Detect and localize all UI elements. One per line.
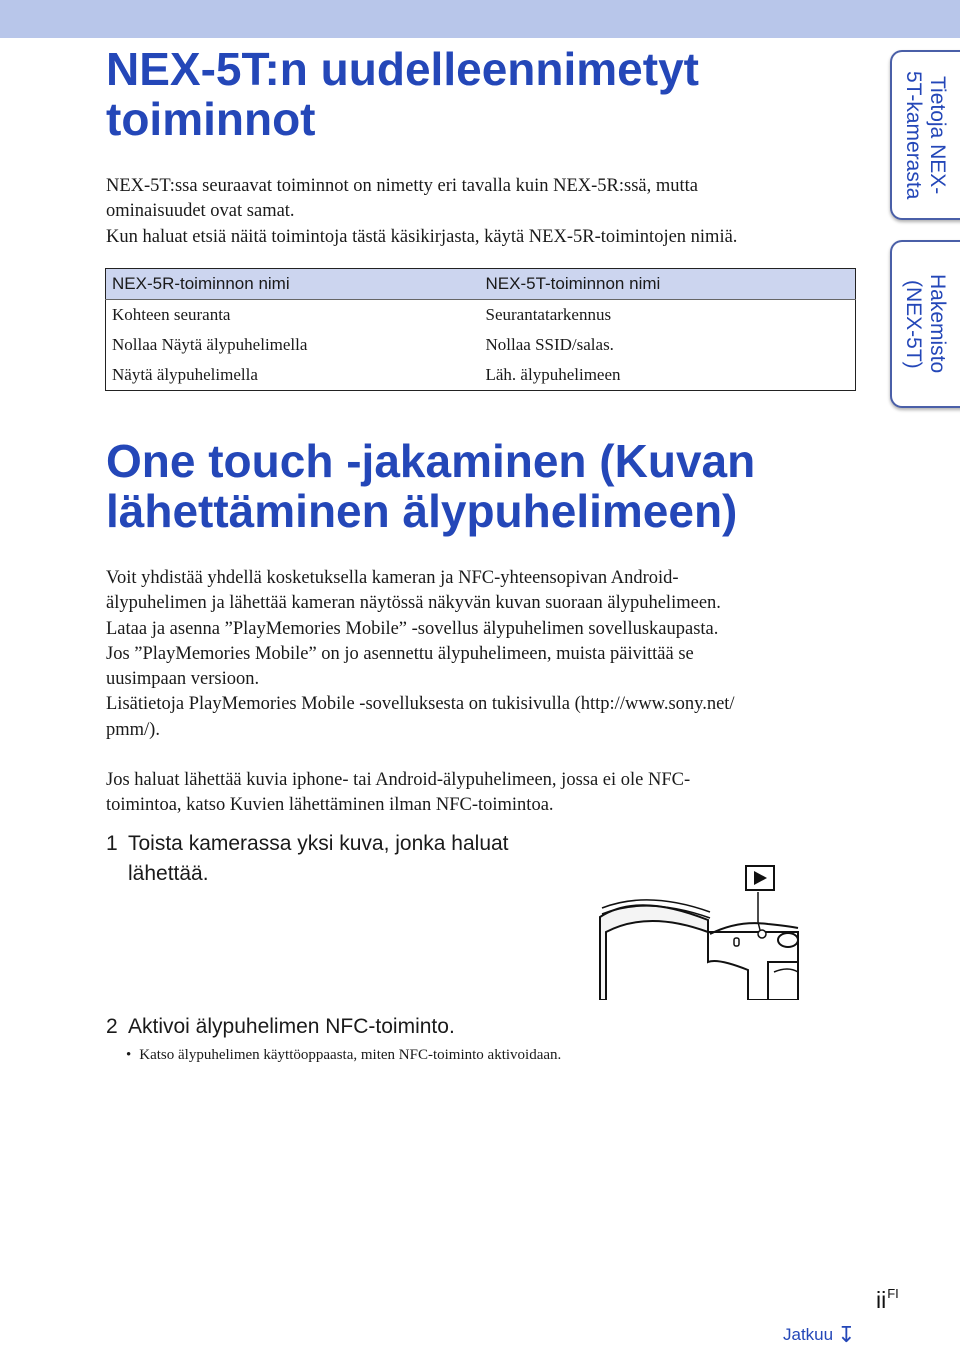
function-name-table [105, 268, 856, 391]
table-header-row [106, 269, 856, 300]
section-title-renamed-functions [106, 44, 699, 144]
text-line: Lataa ja asenna ”PlayMemories Mobile” -sovellus älypuhelimen sovelluskaupasta. [106, 618, 719, 639]
table-row [106, 360, 856, 391]
table-row [106, 330, 856, 360]
bullet-text: Katso älypuhelimen käyttöoppaasta, miten NFC-toiminto aktivoidaan. [139, 1047, 562, 1063]
page-number [876, 1286, 899, 1314]
table-cell: Kohteen seuranta [106, 300, 480, 331]
step-2-bullet [126, 1044, 561, 1066]
text-line: toimintoa, katso Kuvien lähettäminen ilman NFC-toimintoa. [106, 795, 554, 816]
table-cell: Seurantatarkennus [480, 300, 856, 331]
tab-label [901, 71, 949, 199]
section-title-one-touch [106, 436, 755, 536]
step-2 [106, 1012, 806, 1042]
step-number: 1 [106, 832, 118, 855]
tab-index-nex5t[interactable] [890, 240, 960, 408]
title-line: NEX-5T:n uudelleennimetyt [106, 43, 699, 95]
text-line: Lisätietoja PlayMemories Mobile -sovelluksesta on tukisivulla (http://www.sony.net/ [106, 694, 735, 715]
tab-label-line: (NEX-5T) [902, 279, 925, 369]
continue-label: Jatkuu [783, 1325, 834, 1344]
text-line: NEX-5T:ssa seuraavat toiminnot on nimetty eri tavalla kuin NEX-5R:ssä, mutta [106, 176, 698, 196]
text-line: Jos haluat lähettää kuvia iphone- tai Android-älypuhelimeen, jossa ei ole NFC- [106, 770, 691, 790]
title-line: lähettäminen älypuhelimeen) [106, 485, 738, 537]
page-number-value: ii [876, 1287, 887, 1313]
top-band [0, 0, 960, 38]
text-line: Voit yhdistää yhdellä kosketuksella kameran ja NFC-yhteensopivan Android- [106, 568, 679, 588]
text-line: Jos ”PlayMemories Mobile” on jo asennettu älypuhelimeen, muista päivittää se [106, 643, 694, 664]
text-line: älypuhelimen ja lähettää kameran näytössä näkyvän kuvan suoraan älypuhelimeen. [106, 593, 721, 614]
camera-playback-illustration [598, 862, 800, 1000]
body-paragraph [106, 566, 846, 743]
table-row [106, 300, 856, 331]
tab-about-nex5t[interactable] [890, 50, 960, 220]
text-line: uusimpaan versioon. [106, 669, 260, 690]
step-text [128, 829, 556, 889]
table-cell: Nollaa Näytä älypuhelimella [106, 330, 480, 360]
page-language: FI [887, 1286, 899, 1301]
continue-link[interactable] [783, 1322, 856, 1347]
title-line: One touch -jakaminen (Kuvan [106, 435, 756, 487]
step-text [128, 1012, 806, 1042]
step-text-line: lähettää. [128, 862, 209, 885]
note-paragraph [106, 768, 846, 819]
intro-paragraph [106, 174, 846, 250]
table-cell: Nollaa SSID/salas. [480, 330, 856, 360]
tab-label-line: Tietoja NEX- [926, 75, 949, 195]
bullet-icon: • [126, 1047, 132, 1063]
table-cell: Läh. älypuhelimeen [480, 360, 856, 391]
tab-label-line: 5T-kamerasta [902, 70, 925, 200]
table-cell: Näytä älypuhelimella [106, 360, 480, 391]
step-text-line: Toista kamerassa yksi kuva, jonka haluat [128, 832, 509, 855]
step-1 [106, 829, 556, 889]
arrow-down-icon: ↧ [837, 1322, 856, 1347]
header-nex5r: NEX-5R-toiminnon nimi [106, 269, 480, 300]
text-line: pmm/). [106, 719, 160, 740]
step-text-line: Aktivoi älypuhelimen NFC-toiminto. [128, 1015, 455, 1038]
header-nex5t: NEX-5T-toiminnon nimi [480, 269, 856, 300]
tab-label-line: Hakemisto [926, 274, 949, 374]
text-line: Kun haluat etsiä näitä toimintoja tästä käsikirjasta, käytä NEX-5R-toimintojen nimiä. [106, 226, 738, 247]
text-line: ominaisuudet ovat samat. [106, 201, 295, 222]
tab-label [901, 274, 949, 373]
step-number: 2 [106, 1015, 118, 1038]
title-line: toiminnot [106, 93, 316, 145]
